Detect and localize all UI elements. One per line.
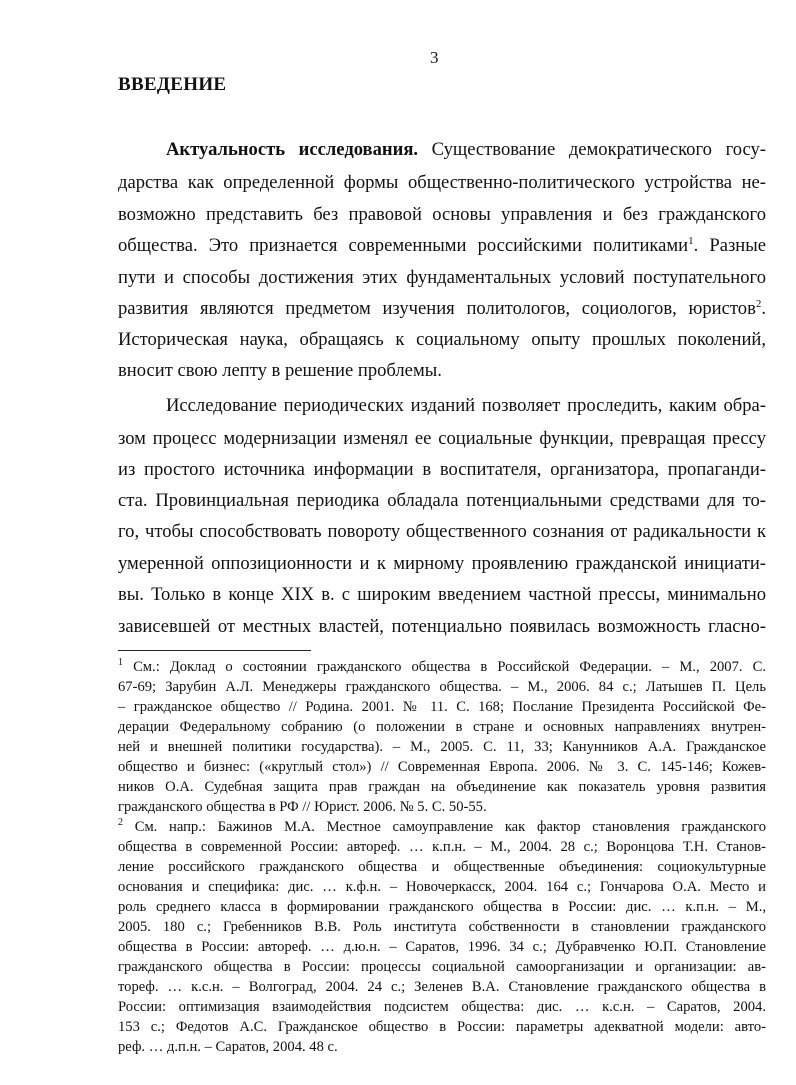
footnote-2-line-2: общества в современной России: автореф. … к.п.н. – М., 2004. 28 с.; Воронцова Т.Н. Станов-: [118, 839, 766, 855]
footnote-ref-1[interactable]: 1: [688, 234, 694, 247]
footnote-2-line-9: тореф. … к.с.н. – Волгоград, 2004. 24 с.; Зеленев В.А. Становление гражданского общества в: [118, 979, 766, 995]
footnote-1-line-6: общество и бизнес: («круглый стол») // Современная Европа. 2006. № 3. С. 145-146; Кожев-: [118, 759, 766, 775]
footnote-1-mark: 1: [118, 657, 123, 669]
footnote-1-line-5: ней и внешней политики государства). – М., 2005. С. 11, 33; Канунников А.А. Гражданское: [118, 739, 766, 755]
paragraph-1-line-1: [166, 140, 766, 160]
footnote-2-line-6: 2005. 180 с.; Гребенников В.В. Роль института собственности в становлении гражданского: [118, 919, 766, 935]
paragraph-1-line-5: пути и способы достижения этих фундаментальных условий поступательного: [118, 267, 766, 288]
paragraph-1-line-6: [118, 299, 766, 319]
text-span: См.: Доклад о состоянии гражданского общества в Российской Федерации. – М., 2007. С.: [123, 659, 766, 675]
footnote-2-line-7: общества в России: автореф. … д.ю.н. – Саратов, 1996. 34 с.; Дубравченко Ю.П. Становление: [118, 939, 766, 955]
paragraph-1-line-2: дарства как определенной формы общественно-политического устройства не-: [118, 172, 766, 193]
text-span: . Разные: [693, 235, 766, 256]
text-span: Существование демократического госу-: [418, 139, 766, 160]
paragraph-2-line-6: умеренной оппозиционности и к мирному проявлению гражданской инициати-: [118, 553, 766, 574]
footnote-2-line-11: 153 с.; Федотов А.С. Гражданское общество в России: параметры адекватной модели: авто-: [118, 1019, 766, 1035]
lead-phrase: Актуальность исследования.: [166, 139, 419, 160]
text-span: развития являются предметом изучения политологов, социологов, юристов: [118, 298, 756, 319]
paragraph-1-line-4: [118, 236, 766, 256]
footnote-2-line-10: России: оптимизация взаимодействия подсистем общества: дис. … к.с.н. – Саратов, 2004.: [118, 999, 766, 1015]
paragraph-2-line-3: из простого источника информации в воспитателя, организатора, пропаганди-: [118, 459, 766, 480]
footnote-ref-2[interactable]: 2: [755, 297, 762, 310]
paragraph-2-line-8: зависевшей от местных властей, потенциально появилась возможность гласно-: [118, 616, 766, 637]
footnote-separator: [118, 650, 311, 651]
paragraph-2-line-4: ста. Провинциальная периодика обладала потенциальными средствами для то-: [118, 490, 766, 511]
section-heading: ВВЕДЕНИЕ: [118, 74, 227, 95]
text-span: общества. Это признается современными российскими политиками: [118, 235, 689, 256]
paragraph-2-line-1: Исследование периодических изданий позволяет проследить, каким обра-: [166, 395, 766, 416]
footnote-1-line-4: дерации Федеральному собранию (о положении в стране и основных направлениях внутрен-: [118, 719, 766, 735]
footnote-2-line-5: роль среднего класса в формировании гражданского общества в России: дис. … к.п.н. – М.,: [118, 899, 766, 915]
paragraph-2-line-5: го, чтобы способствовать повороту общественного сознания от радикальности к: [118, 521, 766, 542]
paragraph-1-line-7: Историческая наука, обращаясь к социальному опыту прошлых поколений,: [118, 329, 766, 350]
paragraph-2-line-2: зом процесс модернизации изменял ее социальные функции, превращая прессу: [118, 428, 766, 449]
paragraph-2-line-7: вы. Только в конце XIX в. с широким введением частной прессы, минимально: [118, 584, 766, 605]
footnote-2-line-1: [118, 819, 766, 836]
paragraph-1-line-3: возможно представить без правовой основы управления и без гражданского: [118, 204, 766, 225]
footnote-2-line-3: ление российского гражданского общества и общественные объединения: социокультурные: [118, 859, 766, 875]
footnote-2-mark: 2: [118, 817, 123, 829]
footnote-1-line-8: гражданского общества в РФ // Юрист. 2006. № 5. С. 50-55.: [118, 799, 487, 815]
footnote-1-line-7: ников О.А. Судебная защита прав граждан на объединение как показатель уровня развития: [118, 779, 766, 795]
footnote-2-line-8: гражданского общества в России: процессы социальной самоорганизации и организации: ав-: [118, 959, 766, 975]
footnote-1-line-1: [118, 659, 766, 676]
footnote-2-line-12: реф. … д.п.н. – Саратов, 2004. 48 с.: [118, 1039, 338, 1055]
footnote-2-line-4: основания и специфика: дис. … к.ф.н. – Новочеркасск, 2004. 164 с.; Гончарова О.А. Место и: [118, 879, 766, 895]
page-number: 3: [430, 48, 439, 67]
text-span: .: [761, 298, 766, 319]
paragraph-1-line-8: вносит свою лепту в решение проблемы.: [118, 360, 442, 381]
text-span: См. напр.: Бажинов М.А. Местное самоуправление как фактор становления гражданского: [123, 819, 766, 835]
footnote-1-line-2: 67-69; Зарубин А.Л. Менеджеры гражданского общества. – М., 2006. 84 с.; Латышев П. Цель: [118, 679, 766, 695]
footnote-1-line-3: – гражданское общество // Родина. 2001. № 11. С. 168; Послание Президента Российской Фе-: [118, 699, 766, 715]
